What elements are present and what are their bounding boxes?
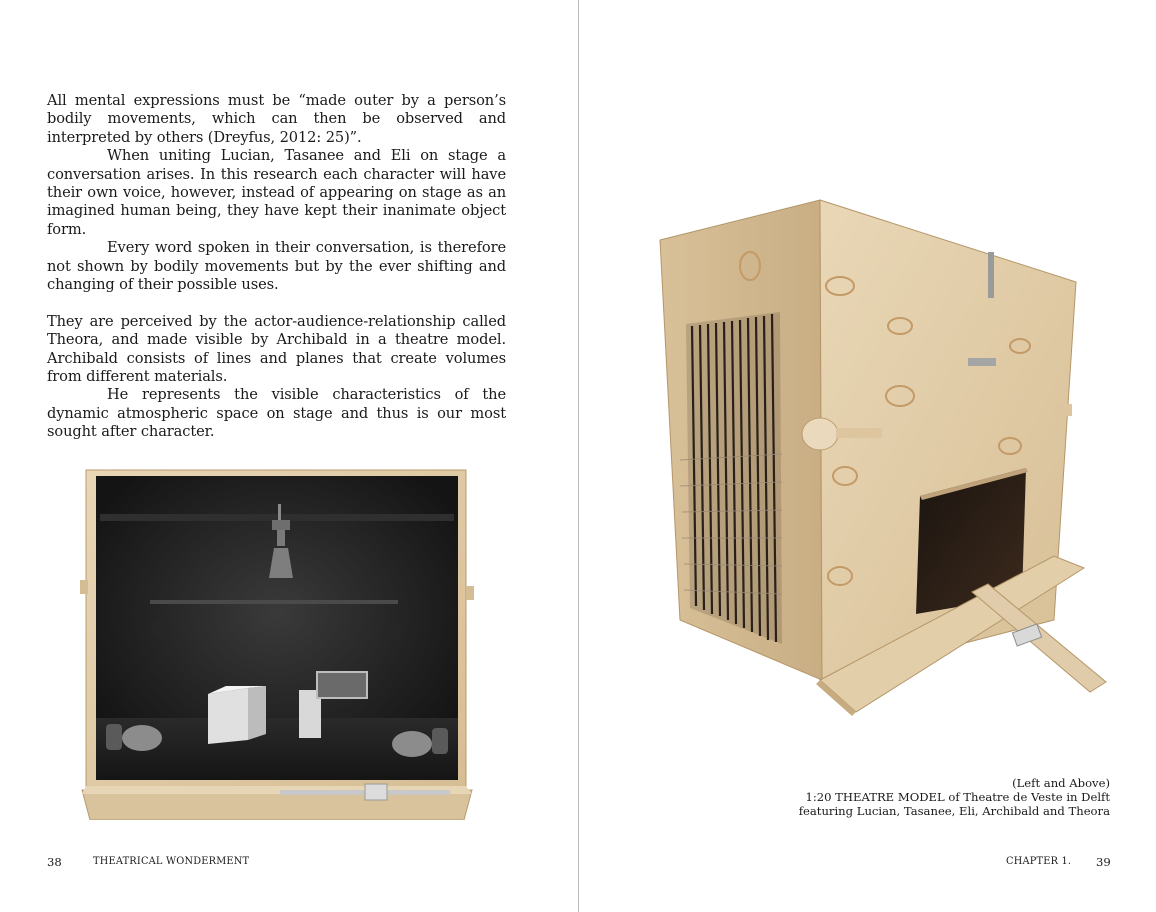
caption-line-3: featuring Lucian, Tasanee, Eli, Archibald and Theora [798,804,1110,819]
figure-caption [690,776,1110,819]
paragraph-5: He represents the visible characteristics of the dynamic atmospheric space on stage and thus is our most sought after character. [47,386,506,441]
running-head-right: CHAPTER 1. [1006,856,1072,867]
paragraph-4: They are perceived by the actor-audience-relationship called Theora, and made visible by Archibald in a theatre model. Archibald consists of lines and planes that create volumes from different materials. [47,312,506,386]
theatre-model-front-photo [80,468,476,820]
theatre-model-perspective-photo [650,196,1110,716]
paragraph-2: When uniting Lucian, Tasanee and Eli on stage a conversation arises. In this research each character will have their own voice, however, instead of appearing on stage as an imagined human being, they have kept their inanimate object form. [47,147,506,238]
caption-line-1: (Left and Above) [1012,776,1110,790]
paragraph-3: Every word spoken in their conversation, is therefore not shown by bodily movements but by the ever shifting and changing of their possible uses. [47,239,506,294]
body-text [47,92,506,442]
paragraph-1: All mental expressions must be “made outer by a person’s bodily movements, which can then be observed and interpreted by others (Dreyfus, 2012: 25)”. [47,92,506,146]
page-number-right: 39 [1096,855,1111,869]
caption-line-2: 1:20 THEATRE MODEL of Theatre de Veste in Delft [805,790,1110,805]
running-head-left: THEATRICAL WONDERMENT [93,856,250,867]
page-number-left: 38 [47,855,62,869]
